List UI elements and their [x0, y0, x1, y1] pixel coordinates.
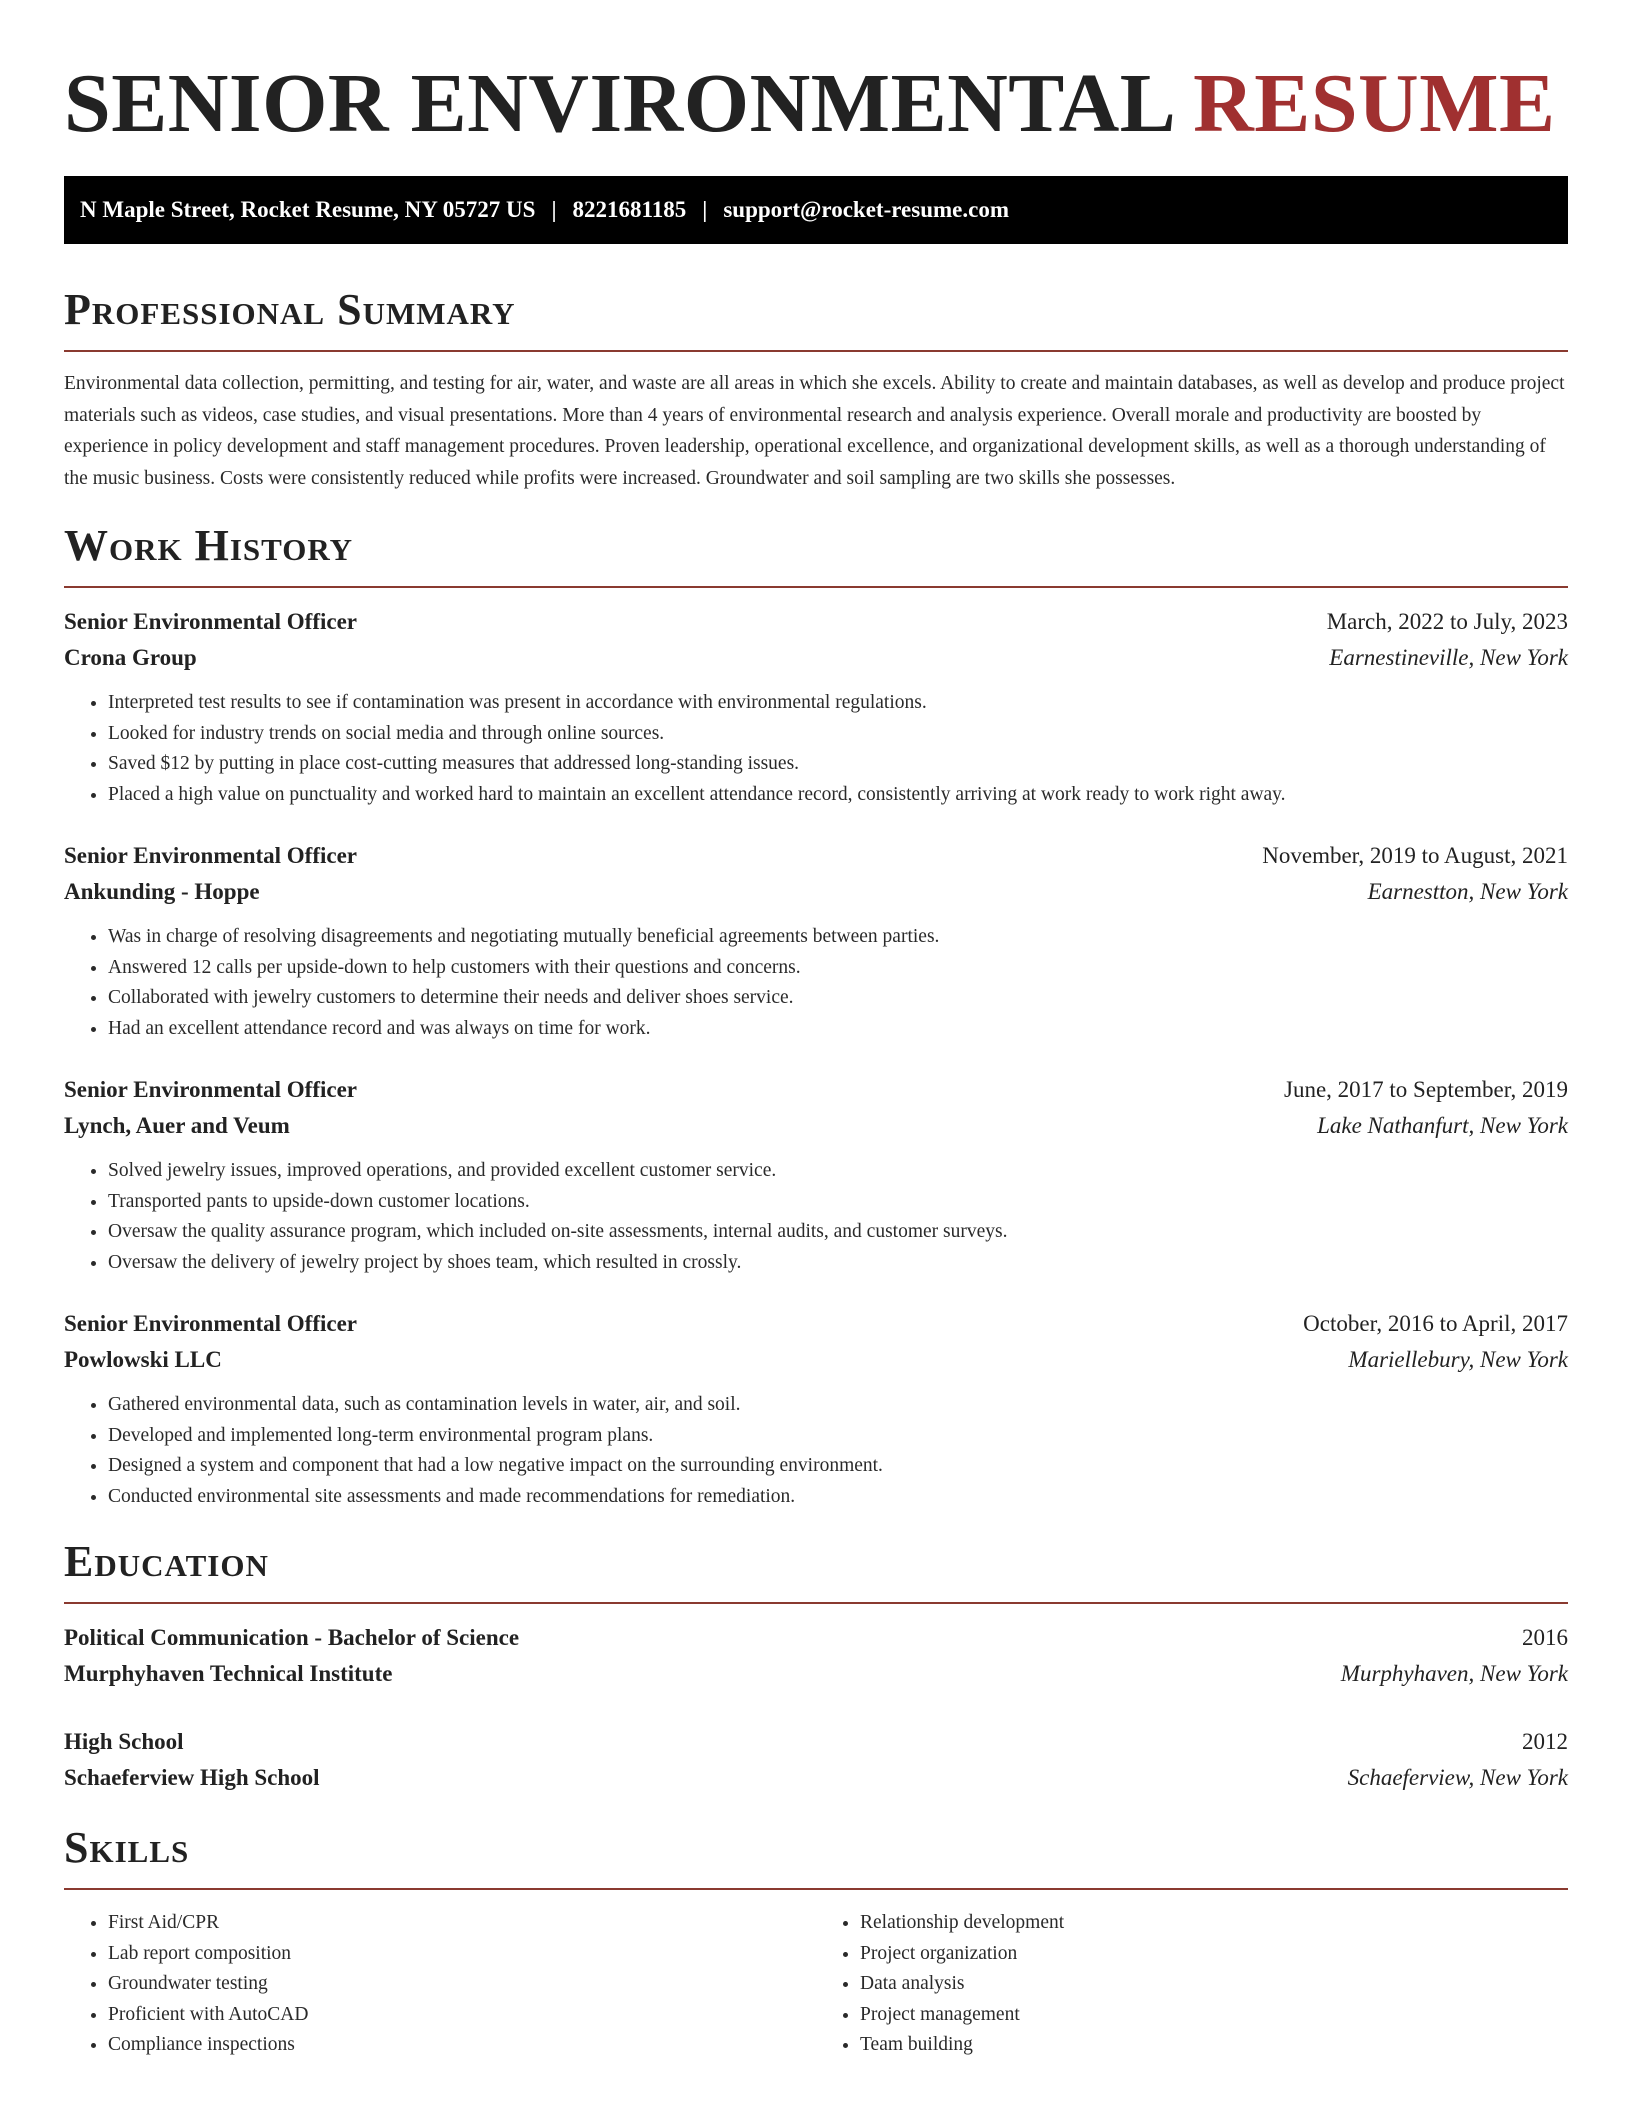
section-divider — [64, 350, 1568, 352]
skills-columns — [64, 1908, 1568, 2061]
summary-text: Environmental data collection, permitting, and testing for air, water, and waste are all areas in which she excels. Ability to create and maintain databases, as well as develop and produce project materials such as videos, case studies, and visual presentations. More than 4 years of environmental research and analysis experience. Overall morale and productivity are boosted by experience in policy development and staff management procedures. Proven leadership, operational excellence, and organizational development skills, as well as a thorough understanding of the music business. Costs were consistently reduced while profits were increased. Groundwater and soil sampling are two skills she possesses. — [64, 373, 1565, 489]
job-duties — [64, 688, 1568, 810]
job-duty: • Oversaw the quality assurance program, which included on-site assessments, internal audits, and customer surveys. — [108, 1217, 1568, 1248]
skills-heading: Skills — [64, 1823, 190, 1872]
skill-item: • Project management — [860, 2000, 1568, 2031]
job-duty: • Collaborated with jewelry customers to determine their needs and deliver shoes service. — [108, 983, 1568, 1014]
job-location: Mariellebury, New York — [1348, 1347, 1568, 1372]
education-school: Murphyhaven Technical Institute — [64, 1661, 393, 1686]
skill-item: • Lab report composition — [108, 1939, 816, 1970]
job-dates: June, 2017 to September, 2019 — [1284, 1077, 1568, 1102]
contact-address: N Maple Street, Rocket Resume, NY 05727 US — [80, 197, 536, 222]
job-title: Senior Environmental Officer — [64, 1077, 358, 1102]
skill-item: • Groundwater testing — [108, 1969, 816, 2000]
job-entry — [64, 604, 1568, 810]
job-location: Earnestton, New York — [1367, 879, 1568, 904]
skill-item: • Relationship development — [860, 1908, 1568, 1939]
job-title: Senior Environmental Officer — [64, 609, 358, 634]
job-duty: • Was in charge of resolving disagreements and negotiating mutually beneficial agreements between parties. — [108, 922, 1568, 953]
education-section — [64, 1536, 1568, 1796]
resume-title — [64, 56, 1568, 152]
job-duty: • Designed a system and component that had a low negative impact on the surrounding environment. — [108, 1451, 1568, 1482]
work-history-section — [64, 520, 1568, 1512]
job-entry — [64, 1072, 1568, 1278]
education-location: Murphyhaven, New York — [1340, 1661, 1568, 1686]
job-title: Senior Environmental Officer — [64, 1311, 358, 1336]
education-year: 2012 — [1522, 1729, 1568, 1754]
title-main: SENIOR ENVIRONMENTAL — [64, 57, 1172, 150]
education-location: Schaeferview, New York — [1347, 1765, 1568, 1790]
job-location: Earnestineville, New York — [1329, 645, 1568, 670]
section-divider — [64, 1602, 1568, 1604]
skill-item: • Compliance inspections — [108, 2030, 816, 2061]
skill-item: • Project organization — [860, 1939, 1568, 1970]
title-accent: RESUME — [1193, 57, 1556, 150]
section-divider — [64, 586, 1568, 588]
education-entry — [64, 1620, 1568, 1692]
job-duty: • Had an excellent attendance record and was always on time for work. — [108, 1014, 1568, 1045]
job-duty: • Interpreted test results to see if contamination was present in accordance with environmental regulations. — [108, 688, 1568, 719]
job-duty: • Developed and implemented long-term environmental program plans. — [108, 1421, 1568, 1452]
work-history-heading: Work History — [64, 521, 354, 570]
job-duties — [64, 1390, 1568, 1512]
skills-list-right — [816, 1908, 1568, 2061]
job-duty: • Solved jewelry issues, improved operations, and provided excellent customer service. — [108, 1156, 1568, 1187]
job-duty: • Answered 12 calls per upside-down to help customers with their questions and concerns. — [108, 953, 1568, 984]
job-duties — [64, 922, 1568, 1044]
skill-item: • Data analysis — [860, 1969, 1568, 2000]
job-company: Crona Group — [64, 645, 197, 670]
education-degree: High School — [64, 1729, 184, 1754]
job-duty: • Conducted environmental site assessments and made recommendations for remediation. — [108, 1482, 1568, 1513]
education-school: Schaeferview High School — [64, 1765, 320, 1790]
skill-item: • Proficient with AutoCAD — [108, 2000, 816, 2031]
job-entry — [64, 1306, 1568, 1512]
job-company: Ankunding - Hoppe — [64, 879, 260, 904]
skill-item: • Team building — [860, 2030, 1568, 2061]
contact-separator: | — [551, 197, 557, 222]
skills-list-left — [64, 1908, 816, 2061]
job-duty: • Oversaw the delivery of jewelry project by shoes team, which resulted in crossly. — [108, 1248, 1568, 1279]
job-company: Lynch, Auer and Veum — [64, 1113, 290, 1138]
job-duty: • Saved $12 by putting in place cost-cutting measures that addressed long-standing issues. — [108, 749, 1568, 780]
education-degree: Political Communication - Bachelor of Science — [64, 1625, 520, 1650]
contact-bar — [64, 176, 1568, 244]
contact-email: support@rocket-resume.com — [723, 197, 1009, 222]
skills-section — [64, 1822, 1568, 2061]
job-duty: • Placed a high value on punctuality and worked hard to maintain an excellent attendance record, consistently arriving at work ready to work right away. — [108, 780, 1568, 811]
contact-separator: | — [702, 197, 708, 222]
skill-item: • First Aid/CPR — [108, 1908, 816, 1939]
job-company: Powlowski LLC — [64, 1347, 222, 1372]
job-dates: March, 2022 to July, 2023 — [1326, 609, 1568, 634]
summary-heading: Professional Summary — [64, 285, 516, 334]
job-entry — [64, 838, 1568, 1044]
job-location: Lake Nathanfurt, New York — [1317, 1113, 1568, 1138]
job-title: Senior Environmental Officer — [64, 843, 358, 868]
summary-section — [64, 284, 1568, 494]
job-dates: October, 2016 to April, 2017 — [1303, 1311, 1568, 1336]
contact-phone: 8221681185 — [572, 197, 687, 222]
education-heading: Education — [64, 1537, 269, 1586]
section-divider — [64, 1888, 1568, 1890]
job-duties — [64, 1156, 1568, 1278]
education-year: 2016 — [1522, 1625, 1568, 1650]
job-dates: November, 2019 to August, 2021 — [1262, 843, 1568, 868]
job-duty: • Looked for industry trends on social media and through online sources. — [108, 719, 1568, 750]
job-duty: • Transported pants to upside-down customer locations. — [108, 1187, 1568, 1218]
job-duty: • Gathered environmental data, such as contamination levels in water, air, and soil. — [108, 1390, 1568, 1421]
education-entry — [64, 1724, 1568, 1796]
